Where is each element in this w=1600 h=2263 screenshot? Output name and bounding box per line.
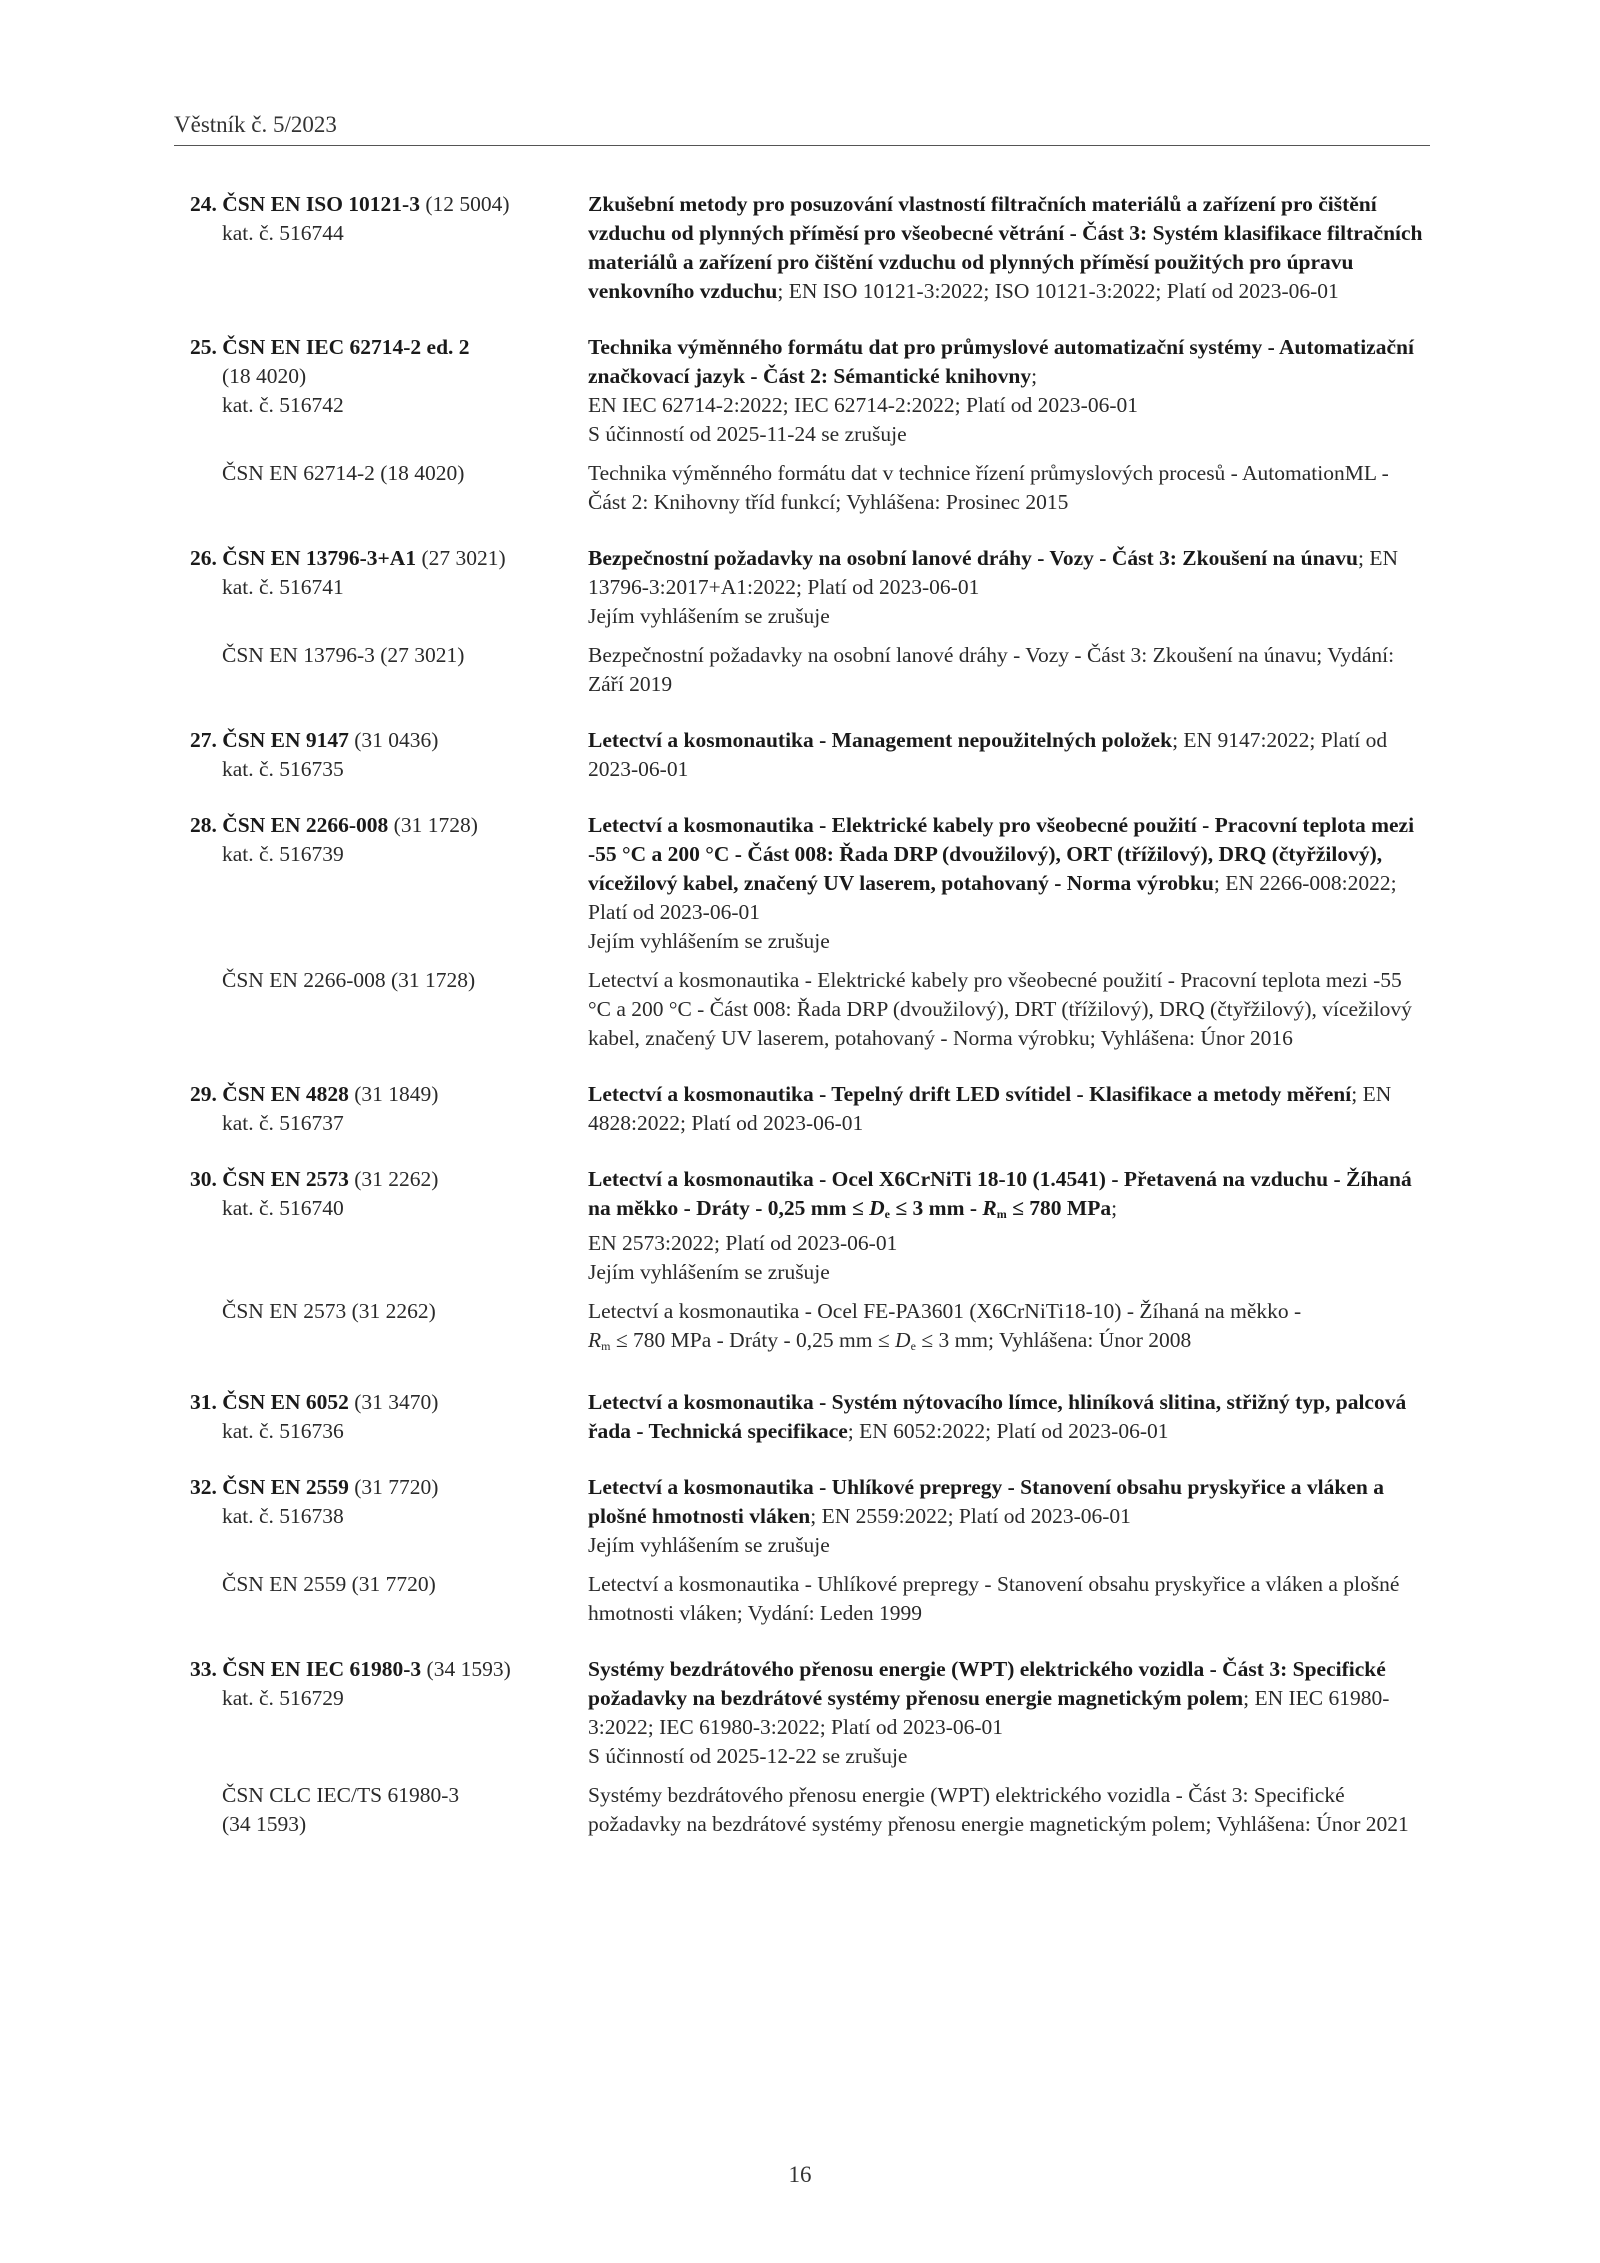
replaced-standard-code: ČSN EN 2559 (31 7720) <box>222 1572 436 1596</box>
withdrawal-note: S účinností od 2025-12-22 se zrušuje <box>588 1744 908 1768</box>
standard-details: ; EN ISO 10121-3:2022; ISO 10121-3:2022; Platí od 2023-06-01 <box>777 279 1339 303</box>
standard-entry-26 <box>190 544 1430 699</box>
standard-entry-33 <box>190 1655 1430 1839</box>
standard-code: ČSN EN ISO 10121-3 <box>222 192 420 216</box>
class-code: (31 0436) <box>354 728 439 752</box>
standard-code: ČSN EN IEC 61980-3 <box>222 1657 422 1681</box>
standard-details: ; EN 13796-3:2017+A1:2022; Platí od 2023-06-01 <box>588 546 1398 599</box>
standard-title: Letectví a kosmonautika - Systém nýtovacího límce, hliníková slitina, střižný typ, palcová řada - Technická specifikace <box>588 1390 1407 1443</box>
replaced-standard-code: ČSN CLC IEC/TS 61980-3 <box>222 1783 460 1807</box>
standard-code: ČSN EN 6052 <box>222 1390 349 1414</box>
entry-number: 33. <box>190 1657 217 1681</box>
entry-number: 26. <box>190 546 217 570</box>
entry-number: 27. <box>190 728 217 752</box>
withdrawal-note: Jejím vyhlášením se zrušuje <box>588 1260 830 1284</box>
standard-title: Technika výměnného formátu dat pro průmyslové automatizační systémy - Automatizační značkovací jazyk - Část 2: Sémantické knihovny <box>588 335 1414 388</box>
standards-list <box>190 190 1430 1866</box>
standard-details: ; EN 2266-008:2022; Platí od 2023-06-01 <box>588 871 1397 924</box>
standard-entry-31 <box>190 1388 1430 1446</box>
class-code: (31 1849) <box>354 1082 439 1106</box>
entry-number: 30. <box>190 1167 217 1191</box>
catalog-number: kat. č. 516739 <box>222 842 344 866</box>
standard-title: Letectví a kosmonautika - Uhlíkové prepregy - Stanovení obsahu pryskyřice a vláken a plošné hmotnosti vláken <box>588 1475 1384 1528</box>
standard-code: ČSN EN 2266-008 <box>222 813 389 837</box>
standard-details: ; <box>1111 1196 1118 1220</box>
class-code: (12 5004) <box>425 192 510 216</box>
standard-details: ; <box>1031 364 1038 388</box>
entry-number: 28. <box>190 813 217 837</box>
withdrawal-note: S účinností od 2025-11-24 se zrušuje <box>588 422 907 446</box>
class-code: (31 7720) <box>354 1475 439 1499</box>
standard-references: EN IEC 62714-2:2022; IEC 62714-2:2022; Platí od 2023-06-01 <box>588 393 1139 417</box>
standard-entry-29 <box>190 1080 1430 1138</box>
withdrawal-note: Jejím vyhlášením se zrušuje <box>588 1533 830 1557</box>
catalog-number: kat. č. 516742 <box>222 393 344 417</box>
replaced-standard-text: Letectví a kosmonautika - Elektrické kabely pro všeobecné použití - Pracovní teplota mezi -55 °C a 200 °C - Část 008: Řada DRP (dvoužilový), DRT (třížilový), DRQ (čtyřžilový), vícežilový kabel, značený UV laserem, potahovaný - Norma výrobku; Vyhlášena: Únor 2016 <box>588 968 1412 1050</box>
replaced-standard-text: Technika výměnného formátu dat v technice řízení průmyslových procesů - AutomationML - Část 2: Knihovny tříd funkcí; Vyhlášena: Prosinec 2015 <box>588 461 1389 514</box>
replaced-standard-code: ČSN EN 13796-3 (27 3021) <box>222 643 465 667</box>
page-number: 16 <box>788 2162 812 2187</box>
standard-code: ČSN EN 9147 <box>222 728 349 752</box>
header-divider <box>174 145 1430 146</box>
catalog-number: kat. č. 516741 <box>222 575 344 599</box>
class-code: (34 1593) <box>426 1657 511 1681</box>
replaced-standard-code: ČSN EN 62714-2 (18 4020) <box>222 461 465 485</box>
entry-number: 31. <box>190 1390 217 1414</box>
replaced-standard-code: ČSN EN 2573 (31 2262) <box>222 1299 436 1323</box>
class-code: (31 1728) <box>393 813 478 837</box>
catalog-number: kat. č. 516736 <box>222 1419 344 1443</box>
catalog-number: kat. č. 516737 <box>222 1111 344 1135</box>
standard-entry-28 <box>190 811 1430 1053</box>
standard-title: Letectví a kosmonautika - Tepelný drift LED svítidel - Klasifikace a metody měření <box>588 1082 1352 1106</box>
standard-code: ČSN EN 4828 <box>222 1082 349 1106</box>
catalog-number: kat. č. 516744 <box>222 221 344 245</box>
standard-code: ČSN EN 2559 <box>222 1475 349 1499</box>
catalog-number: kat. č. 516738 <box>222 1504 344 1528</box>
standard-code: ČSN EN 2573 <box>222 1167 349 1191</box>
standard-entry-25 <box>190 333 1430 517</box>
standard-entry-24 <box>190 190 1430 306</box>
replaced-standard-text: Bezpečnostní požadavky na osobní lanové dráhy - Vozy - Část 3: Zkoušení na únavu; Vydání: Září 2019 <box>588 643 1395 696</box>
page-header: Věstník č. 5/2023 <box>174 112 337 137</box>
replaced-standard-text: Letectví a kosmonautika - Uhlíkové prepregy - Stanovení obsahu pryskyřice a vláken a plošné hmotnosti vláken; Vydání: Leden 1999 <box>588 1572 1400 1625</box>
standard-title: Letectví a kosmonautika - Elektrické kabely pro všeobecné použití - Pracovní teplota mezi -55 °C a 200 °C - Část 008: Řada DRP (dvoužilový), ORT (třížilový), DRQ (čtyřžilový), vícežilový kabel, značený UV laserem, potahovaný - Norma výrobku <box>588 813 1415 895</box>
standard-entry-30 <box>190 1165 1430 1361</box>
class-code: (27 3021) <box>421 546 506 570</box>
standard-title: Bezpečnostní požadavky na osobní lanové dráhy - Vozy - Část 3: Zkoušení na únavu <box>588 546 1358 570</box>
standard-code: ČSN EN IEC 62714-2 ed. 2 <box>222 335 470 359</box>
standard-references: EN 2573:2022; Platí od 2023-06-01 <box>588 1231 898 1255</box>
catalog-number: kat. č. 516729 <box>222 1686 344 1710</box>
entry-number: 32. <box>190 1475 217 1499</box>
class-code: (31 2262) <box>354 1167 439 1191</box>
entry-number: 29. <box>190 1082 217 1106</box>
replaced-standard-text: Systémy bezdrátového přenosu energie (WPT) elektrického vozidla - Část 3: Specifické požadavky na bezdrátové systémy přenosu energie magnetickým polem; Vyhlášena: Únor 2021 <box>588 1783 1409 1836</box>
standard-entry-32 <box>190 1473 1430 1628</box>
standard-details: ; EN 9147:2022; Platí od 2023-06-01 <box>588 728 1388 781</box>
entry-number: 25. <box>190 335 217 359</box>
entry-number: 24. <box>190 192 217 216</box>
standard-details: ; EN 6052:2022; Platí od 2023-06-01 <box>847 1419 1169 1443</box>
class-code: (31 3470) <box>354 1390 439 1414</box>
standard-title: Zkušební metody pro posuzování vlastností filtračních materiálů a zařízení pro čištění vzduchu od plynných příměsí pro všeobecné větrání - Část 3: Systém klasifikace filtračních materiálů a zařízení pro čištění vzduchu od plynných příměsí použitých pro úpravu venkovního vzduchu <box>588 192 1423 303</box>
standard-details: ; EN 4828:2022; Platí od 2023-06-01 <box>588 1082 1392 1135</box>
standard-title: Letectví a kosmonautika - Management nepoužitelných položek <box>588 728 1173 752</box>
replaced-standard-code: ČSN EN 2266-008 (31 1728) <box>222 968 476 992</box>
catalog-number: kat. č. 516740 <box>222 1196 344 1220</box>
standard-title: Letectví a kosmonautika - Ocel X6CrNiTi 18-10 (1.4541) - Přetavená na vzduchu - Žíhaná na měkko - Dráty - 0,25 mm ≤ $D_e \le 3$ mm - $R_m \le 780$ MPa <box>588 1167 1412 1221</box>
catalog-number: kat. č. 516735 <box>222 757 344 781</box>
standard-details: ; EN IEC 61980-3:2022; IEC 61980-3:2022; Platí od 2023-06-01 <box>588 1686 1390 1739</box>
replaced-class-code: (34 1593) <box>222 1812 307 1836</box>
standard-title: Systémy bezdrátového přenosu energie (WPT) elektrického vozidla - Část 3: Specifické požadavky na bezdrátové systémy přenosu energie magnetickým polem <box>588 1657 1386 1710</box>
standard-entry-27 <box>190 726 1430 784</box>
standard-code: ČSN EN 13796-3+A1 <box>222 546 417 570</box>
withdrawal-note: Jejím vyhlášením se zrušuje <box>588 604 830 628</box>
replaced-standard-text: Letectví a kosmonautika - Ocel FE-PA3601 (X6CrNiTi18-10) - Žíhaná na měkko - $R_m \le 780$ MPa - Dráty - 0,25 mm ≤ $D_e \le 3$ mm; Vyhlášena: Únor 2008 <box>588 1299 1302 1353</box>
withdrawal-note: Jejím vyhlášením se zrušuje <box>588 929 830 953</box>
standard-details: ; EN 2559:2022; Platí od 2023-06-01 <box>810 1504 1131 1528</box>
class-code: (18 4020) <box>222 364 307 388</box>
